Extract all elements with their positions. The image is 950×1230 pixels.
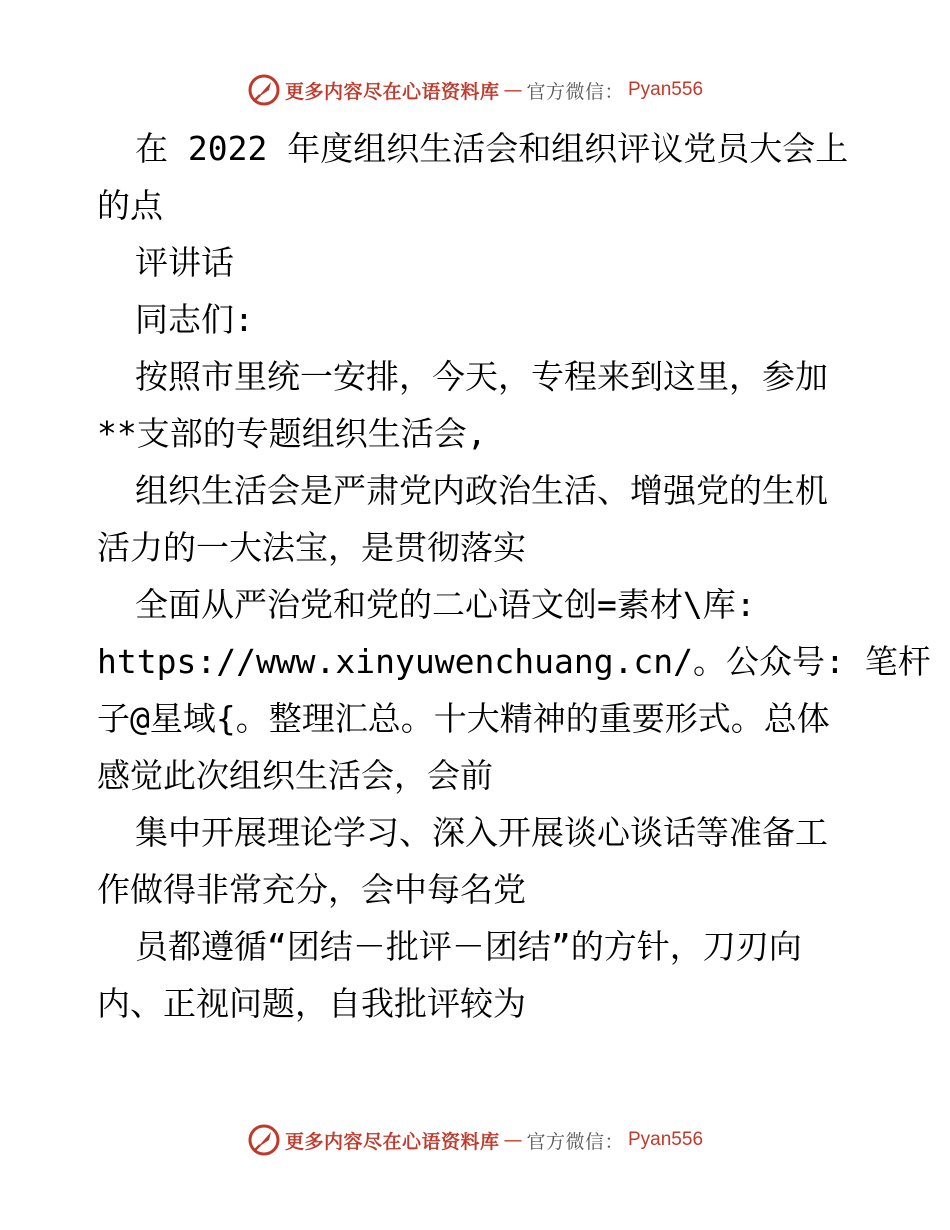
watermark-separator: — <box>503 79 523 101</box>
watermark-contact-id: Pyan556 <box>628 1129 704 1150</box>
watermark-contact-label: 官方微信： <box>526 80 624 103</box>
quill-logo-icon <box>247 1123 281 1157</box>
text-line: 活力的一大法宝，是贯彻落实 <box>97 528 526 567</box>
watermark-brand-text: 更多内容尽在心语资料库 <box>284 1130 500 1153</box>
watermark-brand-text: 更多内容尽在心语资料库 <box>284 80 500 103</box>
text-line: 评讲话 <box>135 243 234 282</box>
text-line: **支部的专题组织生活会, <box>97 414 487 453</box>
text-line: 按照市里统一安排，今天，专程来到这里，参加 <box>135 357 828 396</box>
text-line: https://www.xinyuwenchuang.cn/。公众号: 笔杆 <box>97 642 931 681</box>
text-line: 的点 <box>97 186 163 225</box>
text-line: 在 2022 年度组织生活会和组织评议党员大会上 <box>135 129 849 168</box>
text-line: 员都遵循“团结－批评－团结”的方针，刀刃向 <box>135 927 802 966</box>
text-line: 同志们: <box>135 300 254 339</box>
watermark-banner-bottom <box>0 1120 950 1160</box>
watermark-contact-id: Pyan556 <box>628 79 704 100</box>
text-line: 感觉此次组织生活会，会前 <box>97 756 493 795</box>
text-line: 组织生活会是严肃党内政治生活、增强党的生机 <box>135 471 828 510</box>
document-body <box>97 120 931 1032</box>
text-line: 集中开展理论学习、深入开展谈心谈话等准备工 <box>135 813 828 852</box>
text-line: 作做得非常充分，会中每名党 <box>97 870 526 909</box>
text-line: 子@星域{。整理汇总。十大精神的重要形式。总体 <box>97 699 830 738</box>
quill-logo-icon <box>247 73 281 107</box>
watermark-banner-top <box>0 70 950 110</box>
text-line: 全面从严治党和党的二心语文创=素材\库: <box>135 585 756 624</box>
text-line: 内、正视问题，自我批评较为 <box>97 984 526 1023</box>
watermark-contact-label: 官方微信： <box>526 1130 624 1153</box>
watermark-separator: — <box>503 1129 523 1151</box>
